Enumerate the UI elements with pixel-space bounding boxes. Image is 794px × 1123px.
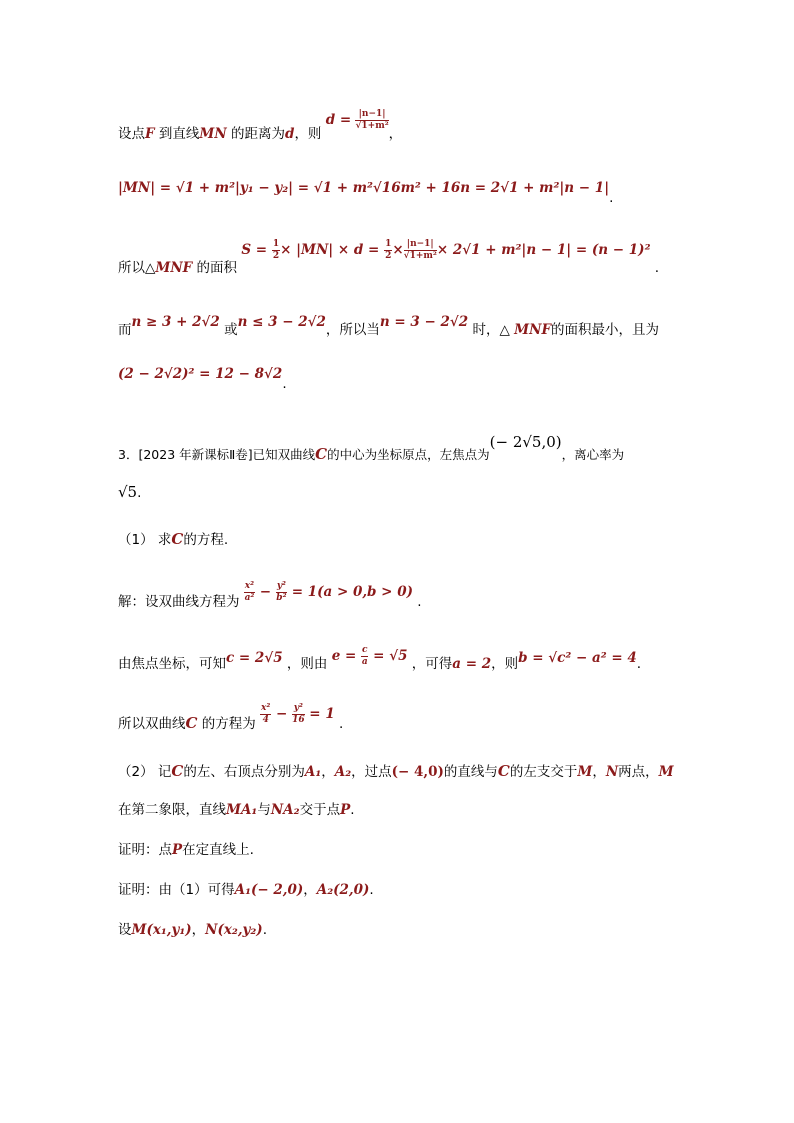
text: ， <box>191 922 206 938</box>
formula-part: − <box>255 584 276 600</box>
text: 的方程. <box>183 532 229 548</box>
math-N: N <box>605 764 619 780</box>
math-C: C <box>185 714 198 732</box>
text: ，则由 <box>282 656 328 672</box>
text: 与 <box>257 802 271 818</box>
text: 设 <box>118 922 132 938</box>
text: . <box>654 260 660 276</box>
frac-den: √1+m² <box>355 120 389 131</box>
frac-num: c <box>362 644 368 655</box>
text: ， <box>592 764 606 780</box>
text: 的直线与 <box>443 764 498 780</box>
text: . <box>417 594 422 610</box>
math-C: C <box>171 530 184 548</box>
frac-num: y² <box>276 580 286 591</box>
math-C: C <box>171 762 184 780</box>
text: 两点， <box>618 764 659 780</box>
formula-mn: |MN| = √1 + m²|y₁ − y₂| = √1 + m²√16m² + 16n = 2√1 + m²|n − 1| <box>118 180 610 196</box>
formula-cond3: n = 3 − 2√2 <box>379 314 469 330</box>
text: 由焦点坐标，可知 <box>118 656 226 672</box>
text: 解：设双曲线方程为 <box>118 594 240 610</box>
text: 而 <box>118 322 132 338</box>
frac-den: √1+m² <box>403 250 437 261</box>
fraction-d <box>355 109 388 132</box>
formula-ecc: √5 <box>118 483 138 501</box>
line-area <box>118 238 660 280</box>
text: 在定直线上. <box>182 842 254 858</box>
question-3-ecc <box>118 483 141 501</box>
text: ， <box>388 126 403 142</box>
formula-c: c = 2√5 <box>226 650 283 666</box>
frac-num: 1 <box>385 238 392 249</box>
math-A1: A₁ <box>304 764 322 780</box>
formula-result: (2 − 2√2)² = 12 − 8√2 <box>118 366 283 382</box>
frac-den: 2 <box>272 250 280 261</box>
math-M: M <box>658 764 674 780</box>
formula-a: a = 2 <box>452 656 492 672</box>
formula-part: e = <box>331 648 361 664</box>
text: . <box>137 485 142 501</box>
text: 时，△ <box>468 322 515 338</box>
formula-d: d = <box>325 112 352 128</box>
line-distance <box>118 108 403 146</box>
formula-part: = 1 <box>304 706 335 722</box>
text: . <box>609 190 614 206</box>
formula-A1: A₁(− 2,0) <box>234 882 304 898</box>
text: 的方程为 <box>197 716 256 732</box>
text: （1） 求 <box>118 532 172 548</box>
text: . <box>262 922 267 938</box>
formula-focus: (− 2√5,0) <box>489 433 562 451</box>
frac-num: |n−1| <box>355 109 388 121</box>
formula-part: − <box>271 706 293 722</box>
text: 3．[2023 年新课标Ⅱ卷]已知双曲线 <box>118 447 316 462</box>
text: ，则 <box>294 126 322 142</box>
math-C: C <box>497 762 510 780</box>
formula-area <box>241 238 654 261</box>
fraction-y <box>292 703 305 726</box>
formula-part: × 2√1 + m²|n − 1| = (n − 1)² <box>436 242 651 258</box>
fraction-n <box>404 239 437 262</box>
text: . <box>369 882 374 898</box>
formula-part: × |MN| × d = <box>280 242 385 258</box>
text: . <box>350 802 355 818</box>
frac-num: y² <box>293 702 303 713</box>
text: 到直线 <box>154 126 200 142</box>
solution-3 <box>118 702 344 736</box>
math-NA2: NA₂ <box>270 802 300 818</box>
solution-2 <box>118 644 642 676</box>
frac-num: |n−1| <box>404 239 437 251</box>
formula-e <box>331 644 408 667</box>
formula-part: = 1(a > 0,b > 0) <box>287 584 413 600</box>
math-A2: A₂ <box>334 764 352 780</box>
text: ，则 <box>491 656 519 672</box>
formula-equation <box>260 702 339 725</box>
frac-den: 2 <box>385 250 392 261</box>
formula-part: = √5 <box>368 648 408 664</box>
math-F: F <box>145 126 155 142</box>
part-2-let <box>118 918 267 938</box>
text: 的左、右顶点分别为 <box>183 764 305 780</box>
formula-cond1: n ≥ 3 + 2√2 <box>131 314 220 330</box>
frac-num: x² <box>244 580 255 591</box>
formula-part: × <box>392 242 404 258</box>
text: 证明：由（1）可得 <box>118 882 235 898</box>
math-P: P <box>172 842 183 858</box>
formula-cond2: n ≤ 3 − 2√2 <box>237 314 326 330</box>
text: ，过点 <box>351 764 392 780</box>
text: ，可得 <box>407 656 453 672</box>
text: . <box>339 716 344 732</box>
text: 或 <box>219 322 238 338</box>
line-area-result <box>118 366 287 392</box>
math-MNF: MNF <box>514 322 552 338</box>
text: （2） 记 <box>118 764 172 780</box>
text: 的面积 <box>192 260 238 276</box>
formula-hyperbola <box>244 580 417 603</box>
frac-den: 4 <box>262 714 269 725</box>
frac-num: 1 <box>272 238 280 249</box>
fraction-y <box>276 581 287 604</box>
frac-den: a <box>361 656 368 667</box>
formula-M: M(x₁,y₁) <box>131 922 192 938</box>
part-2-cont <box>118 798 355 818</box>
part-2 <box>118 760 674 780</box>
part-1 <box>118 528 228 548</box>
formula-b: b = √c² − a² = 4 <box>518 650 637 666</box>
fraction-x <box>260 703 271 726</box>
solution-1 <box>118 580 422 614</box>
math-MN: MN <box>199 126 227 142</box>
text: 的面积最小，且为 <box>551 322 660 338</box>
text: 所以△ <box>118 260 156 276</box>
frac-den: b² <box>276 592 287 603</box>
text: 交于点 <box>299 802 341 818</box>
text: 所以双曲线 <box>118 716 186 732</box>
formula-N: N(x₂,y₂) <box>205 922 263 938</box>
part-2-prove <box>118 838 254 858</box>
math-d: d <box>284 126 295 142</box>
question-3 <box>118 433 625 463</box>
math-MNF: MNF <box>155 260 193 276</box>
frac-den: 16 <box>292 714 305 725</box>
formula-point: (− 4,0) <box>391 764 444 780</box>
frac-den: a² <box>244 592 255 603</box>
formula-A2: A₂(2,0) <box>316 882 370 898</box>
text: ， <box>303 882 317 898</box>
fraction-x <box>244 581 255 604</box>
math-C: C <box>315 445 328 463</box>
text: 的距离为 <box>226 126 285 142</box>
text: 的中心为坐标原点，左焦点为 <box>327 447 490 462</box>
math-M: M <box>577 764 593 780</box>
formula-part: S = <box>241 242 272 258</box>
frac-num: x² <box>261 702 271 713</box>
line-mn-length <box>118 180 614 206</box>
text: 的左支交于 <box>509 764 578 780</box>
text: . <box>282 376 287 392</box>
text: ，离心率为 <box>561 447 625 462</box>
text: 设点 <box>118 126 145 142</box>
math-P: P <box>340 802 351 818</box>
text: . <box>636 656 642 672</box>
text: ， <box>321 764 335 780</box>
part-2-proof <box>118 878 374 898</box>
text: 证明：点 <box>118 842 172 858</box>
text: ，所以当 <box>325 322 380 338</box>
math-MA1: MA₁ <box>226 802 258 818</box>
line-conditions <box>118 314 660 338</box>
fraction-half <box>272 239 280 262</box>
text: 在第二象限，直线 <box>118 802 226 818</box>
